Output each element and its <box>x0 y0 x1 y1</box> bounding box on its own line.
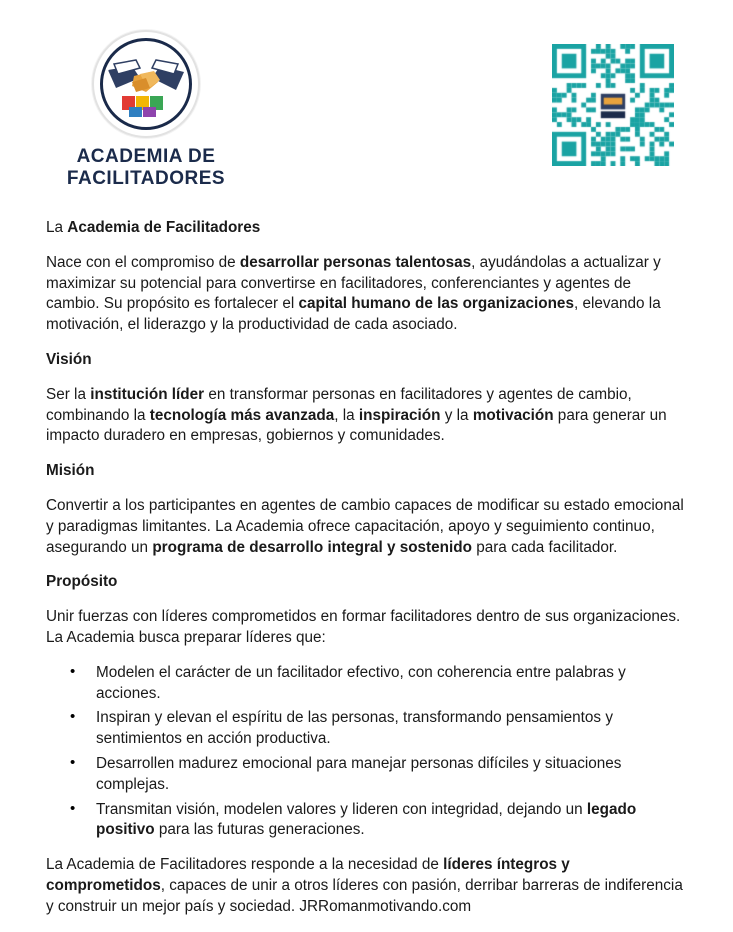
vision-text-5: para generar un impacto duradero en empresas, gobiernos y comunidades. <box>46 406 667 445</box>
page-title <box>46 218 688 239</box>
section-heading-vision: Visión <box>46 350 92 368</box>
vision-text-2: en transformar personas en facilitadores y agentes de cambio, combinando la <box>46 385 632 424</box>
bullet-text-4b: para las futuras generaciones. <box>154 821 365 839</box>
list-item <box>92 663 688 705</box>
lead-text-1: Nace con el compromiso de <box>46 253 240 271</box>
bullet-text-1a: Modelen el carácter de un facilitador efectivo, con coherencia entre palabras y acciones. <box>96 663 626 702</box>
page-title-strong: Academia de Facilitadores <box>67 219 261 236</box>
closing-text-2: , capaces de unir a otros líderes con pasión, derribar barreras de indiferencia y construir un mejor país y sociedad. JRRomanmotivando.com <box>46 876 683 915</box>
section-body-proposito <box>46 607 688 649</box>
closing-text-1: La Academia de Facilitadores responde a la necesidad de <box>46 856 444 874</box>
lead-text-2: , ayudándolas a actualizar y maximizar su potencial para convertirse en facilitadores, conferenciantes y agentes de cambio. Su propósito es fortalecer el <box>46 253 661 313</box>
brand-logo-line2: FACILITADORES <box>66 167 226 189</box>
section-body-vision <box>46 385 688 447</box>
vision-bold-4: motivación <box>472 406 554 424</box>
document-header <box>0 0 733 200</box>
vision-text-3: , la <box>334 406 359 424</box>
closing-bold-1: líderes íntegros y comprometidos <box>46 856 570 894</box>
bullet-text-3a: Desarrollen madurez emocional para manejar personas difíciles y situaciones complejas. <box>96 754 622 793</box>
mision-bold-1: programa de desarrollo integral y sostenido <box>152 538 472 556</box>
vision-bold-1: institución líder <box>90 385 205 403</box>
section-heading-proposito: Propósito <box>46 573 118 591</box>
vision-text-4: y la <box>440 406 473 424</box>
section-body-mision <box>46 496 688 558</box>
list-item <box>92 754 688 796</box>
brand-logo <box>46 30 246 190</box>
vision-text-1: Ser la <box>46 385 91 403</box>
mision-text-1: Convertir a los participantes en agentes de cambio capaces de modificar su estado emocional y paradigmas limitantes. La Academia ofrece capacitación, apoyo y seguimiento continuo, asegurando un <box>46 496 684 556</box>
brand-logo-text <box>46 146 246 190</box>
list-item <box>92 708 688 750</box>
qr-code-canvas <box>552 44 674 166</box>
vision-bold-3: inspiración <box>358 406 441 424</box>
bullet-text-2a: Inspiran y elevan el espíritu de las personas, transformando pensamientos y sentimientos en acción productiva. <box>96 709 613 748</box>
mision-text-2: para cada facilitador. <box>471 538 618 556</box>
bullet-bold-4: legado positivo <box>96 800 637 839</box>
vision-bold-2: tecnología más avanzada <box>149 406 335 424</box>
list-item <box>92 800 688 842</box>
qr-code-icon[interactable] <box>552 44 674 166</box>
proposito-text-1: Unir fuerzas con líderes comprometidos en formar facilitadores dentro de sus organizaciones. La Academia busca preparar líderes que: <box>46 608 681 646</box>
lead-text-3: , elevando la motivación, el liderazgo y la productividad de cada asociado. <box>46 295 661 334</box>
lead-bold-1: desarrollar personas talentosas <box>239 253 472 271</box>
handshake-illustration-icon <box>106 44 186 124</box>
section-heading-mision: Misión <box>46 462 95 480</box>
handshake-logo-icon <box>92 30 200 138</box>
lead-bold-2: capital humano de las organizaciones <box>298 295 574 313</box>
page-title-prefix: La <box>46 219 68 236</box>
closing-paragraph <box>46 855 688 917</box>
lead-paragraph <box>46 253 688 336</box>
bullet-text-4a: Transmitan visión, modelen valores y lideren con integridad, dejando un <box>96 800 587 818</box>
bullet-list <box>46 663 688 841</box>
brand-logo-line1: ACADEMIA DE <box>76 146 216 167</box>
document-content <box>46 218 688 932</box>
logo-inner <box>106 44 186 124</box>
